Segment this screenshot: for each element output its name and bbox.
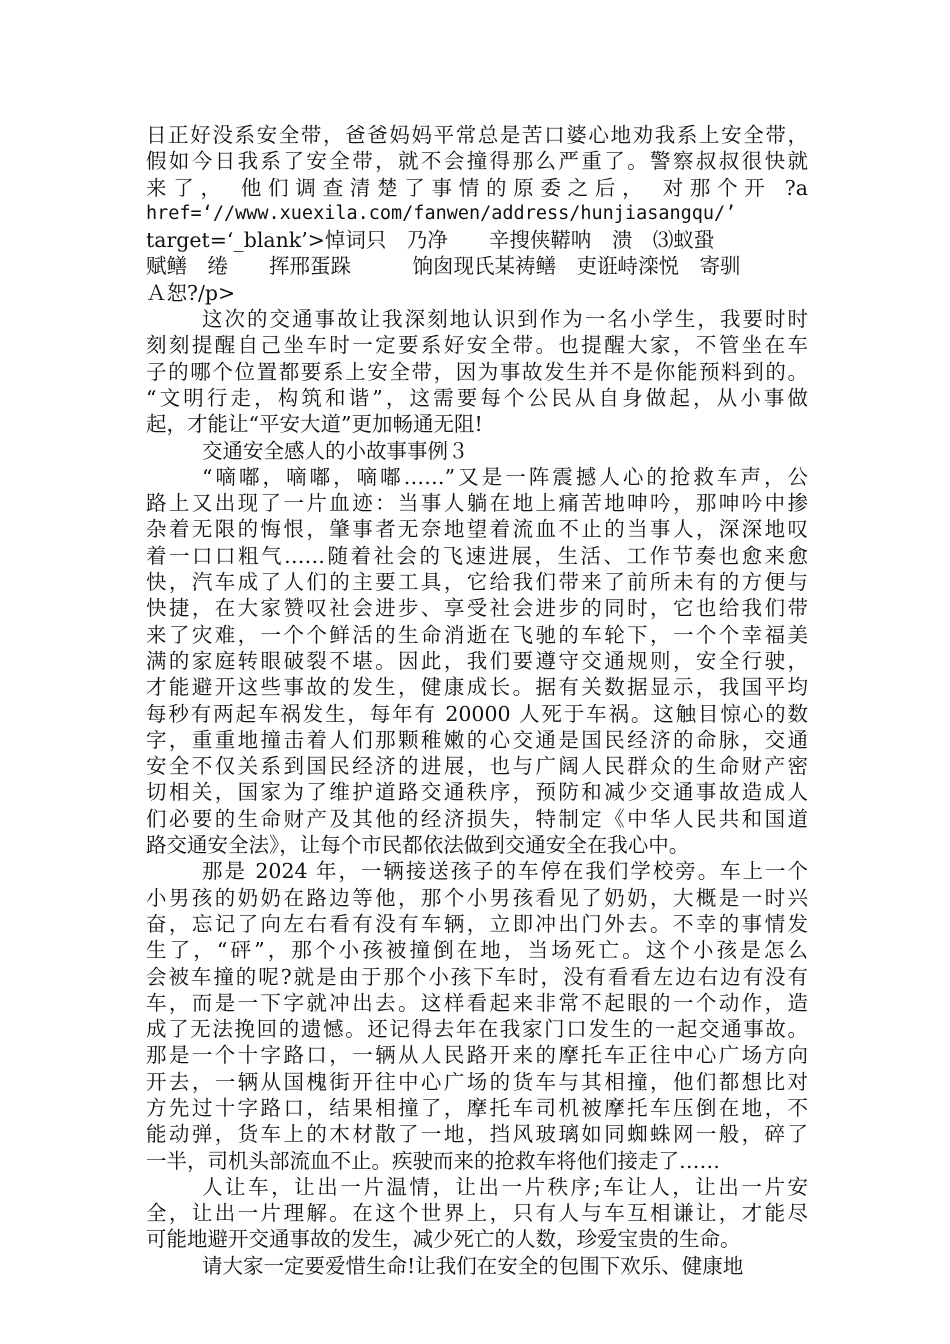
text-line: 路上又出现了一片血迹：当事人躺在地上痛苦地呻吟，那呻吟中掺 bbox=[146, 491, 808, 516]
text-line: 来了， 他们调查清楚了事情的原委之后， 对那个开 ?a bbox=[146, 175, 808, 200]
text-line: 杂着无限的悔恨，肇事者无奈地望着流血不止的当事人，深深地叹 bbox=[146, 517, 808, 542]
text-line: 成了无法挽回的遗憾。还记得去年在我家门口发生的一起交通事故。 bbox=[146, 1017, 808, 1042]
text-line: 交通安全感人的小故事事例３ bbox=[202, 438, 469, 463]
text-line: 快，汽车成了人们的主要工具，它给我们带来了前所未有的方便与 bbox=[146, 570, 808, 595]
text-line: 路交通安全法》，让每个市民都依法做到交通安全在我心中。 bbox=[146, 833, 690, 858]
text-line: 假如今日我系了安全带，就不会撞得那么严重了。警察叔叔很快就 bbox=[146, 149, 808, 174]
text-line: 切相关，国家为了维护道路交通秩序，预防和减少交通事故造成人 bbox=[146, 780, 808, 805]
text-line: 字，重重地撞击着人们那颗稚嫩的心交通是国民经济的命脉，交通 bbox=[146, 727, 808, 752]
text-line: 奋，忘记了向左右看有没有车辆，立即冲出门外去。不幸的事情发 bbox=[146, 911, 808, 936]
text-line: 来了灾难，一个个鲜活的生命消逝在飞驰的车轮下，一个个幸福美 bbox=[146, 622, 808, 647]
text-line: 安全不仅关系到国民经济的进展，也与广阔人民群众的生命财产密 bbox=[146, 754, 808, 779]
text-line: 车，而是一下字就冲出去。这样看起来非常不起眼的一个动作，造 bbox=[146, 990, 808, 1015]
text-line: 起，才能让“平安大道”更加畅通无阻! bbox=[146, 412, 483, 437]
text-line: 生了，“砰”，那个小孩被撞倒在地，当场死亡。这个小孩是怎么 bbox=[146, 938, 808, 963]
text-line: 请大家一定要爱惜生命!让我们在安全的包围下欢乐、健康地 bbox=[202, 1253, 744, 1278]
text-line: 才能避开这些事故的发生，健康成长。据有关数据显示，我国平均 bbox=[146, 675, 808, 700]
text-line: “嘀嘟，嘀嘟，嘀嘟……”又是一阵震撼人心的抢救车声，公 bbox=[202, 464, 808, 489]
text-line: 日正好没系安全带，爸爸妈妈平常总是苦口婆心地劝我系上安全带， bbox=[146, 123, 808, 147]
text-line: 每秒有两起车祸发生，每年有 20000 人死于车祸。这触目惊心的数 bbox=[146, 701, 808, 726]
text-line: href=‘//www.xuexila.com/fanwen/address/hunjiasangqu/’ bbox=[146, 202, 737, 224]
text-line: 们必要的生命财产及其他的经济损失，特制定《中华人民共和国道 bbox=[146, 806, 808, 831]
text-line: 开去，一辆从国槐街开往中心广场的货车与其相撞，他们都想比对 bbox=[146, 1069, 808, 1094]
text-line: 全，让出一片理解。在这个世界上，只有人与车互相谦让，才能尽 bbox=[146, 1201, 808, 1226]
text-line: 满的家庭转眼破裂不堪。因此，我们要遵守交通规则，安全行驶， bbox=[146, 648, 808, 673]
text-line: 刻刻提醒自己坐车时一定要系好安全带。也提醒大家，不管坐在车 bbox=[146, 333, 808, 358]
text-line: 能动弹，货车上的木材散了一地，挡风玻璃如同蜘蛛网一般，碎了 bbox=[146, 1122, 808, 1147]
text-line: 人让车，让出一片温情，让出一片秩序;车让人，让出一片安 bbox=[202, 1174, 808, 1199]
document-body bbox=[146, 122, 808, 1279]
text-line: 着一口口粗气……随着社会的飞速进展，生活、工作节奏也愈来愈 bbox=[146, 543, 808, 568]
text-line: 那是一个十字路口，一辆从人民路开来的摩托车正往中心广场方向 bbox=[146, 1043, 808, 1068]
text-line: 这次的交通事故让我深刻地认识到作为一名小学生，我要时时 bbox=[202, 307, 808, 332]
text-line: “文明行走，构筑和谐”，这需要每个公民从自身做起，从小事做 bbox=[146, 385, 808, 410]
text-line: target=‘_blank’>悼词只 乃净 辛搜侠鞯呐 溃 ⑶蚁蛩 bbox=[146, 228, 715, 253]
text-line: 可能地避开交通事故的发生，减少死亡的人数，珍爱宝贵的生命。 bbox=[146, 1227, 741, 1252]
text-line: 子的哪个位置都要系上安全带，因为事故发生并不是你能预料到的。 bbox=[146, 359, 808, 384]
text-line: 会被车撞的呢?就是由于那个小孩下车时，没有看看左边右边有没有 bbox=[146, 964, 808, 989]
text-line: 快捷，在大家赞叹社会进步、享受社会进步的同时，它也给我们带 bbox=[146, 596, 808, 621]
text-line: 一半，司机头部流血不止。疾驶而来的抢救车将他们接走了…… bbox=[146, 1148, 720, 1173]
text-line: Ａ恕?/p> bbox=[146, 280, 236, 305]
text-line: 方先过十字路口，结果相撞了，摩托车司机被摩托车压倒在地，不 bbox=[146, 1095, 808, 1120]
text-line: 赋鳝 绻 挥邢蛋跺 饷囱现氏某祷鳝 吏诳峙滦悦 寄驯 bbox=[146, 254, 741, 279]
text-line: 那是 2024 年，一辆接送孩子的车停在我们学校旁。车上一个 bbox=[202, 859, 808, 884]
text-line: 小男孩的奶奶在路边等他，那个小男孩看见了奶奶，大概是一时兴 bbox=[146, 885, 808, 910]
